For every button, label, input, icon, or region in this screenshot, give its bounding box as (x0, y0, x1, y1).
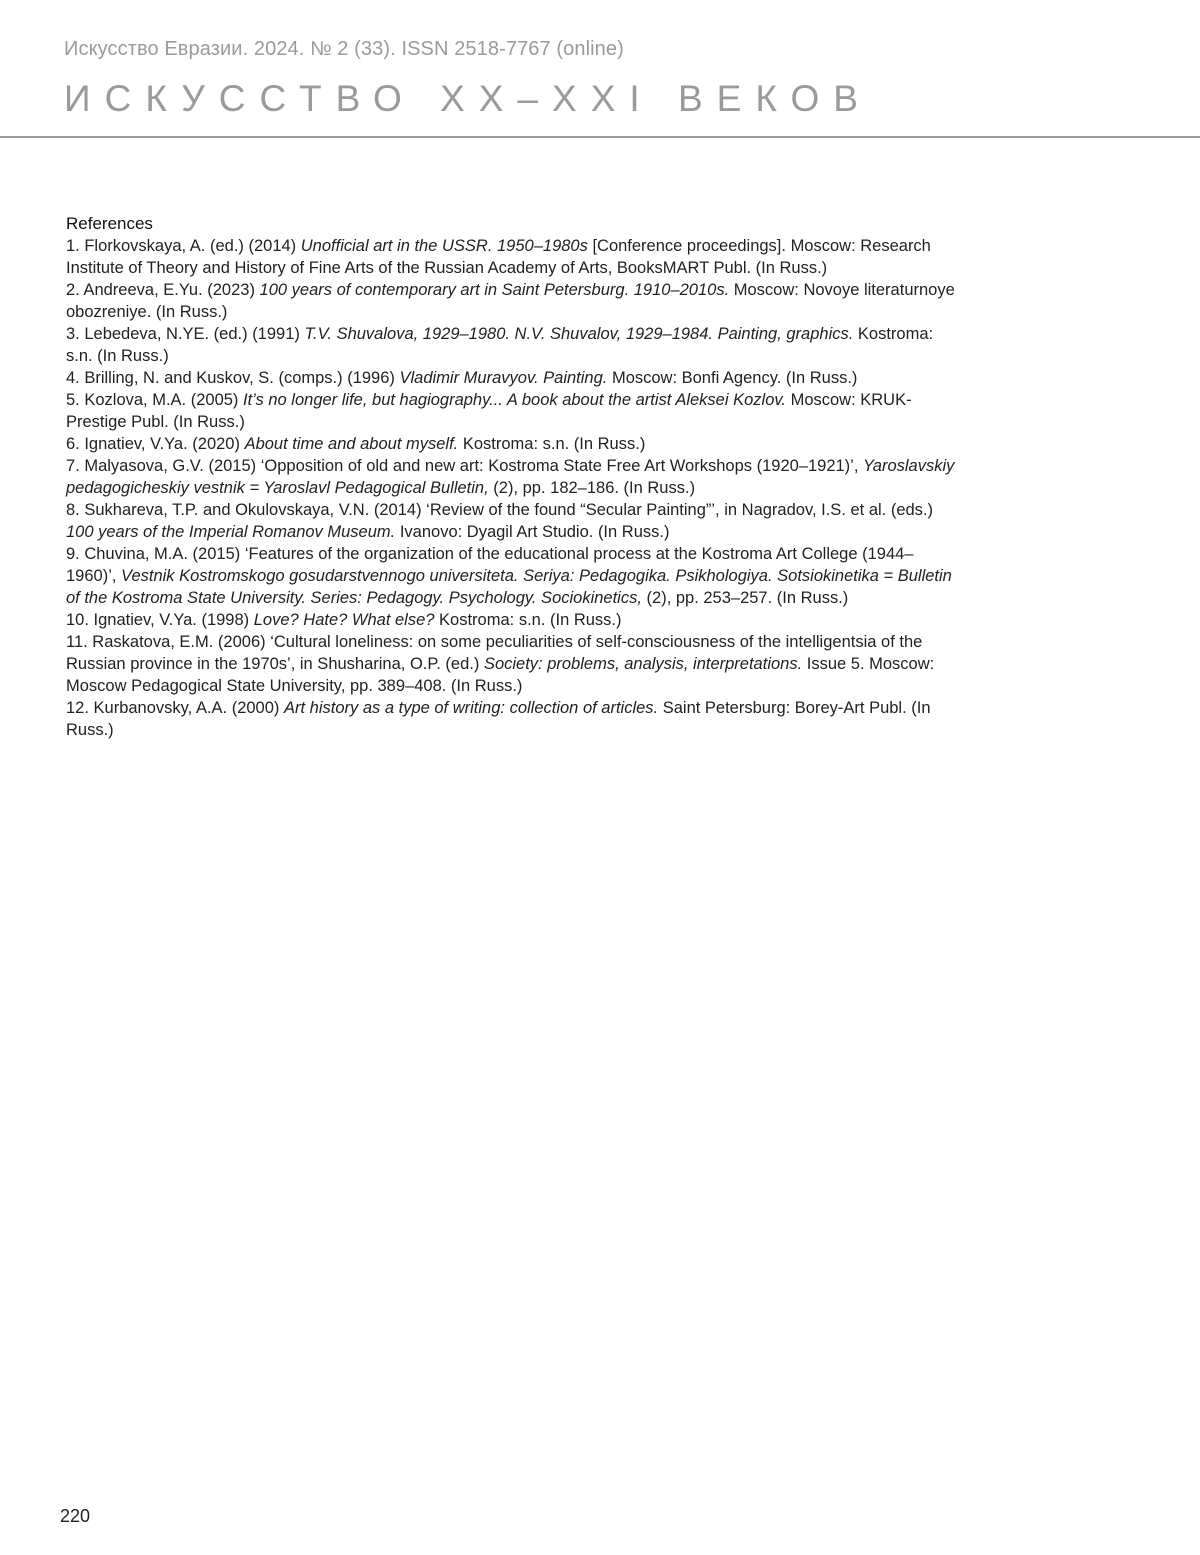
reference-text: 9. Chuvina, M.A. (2015) ‘Features of the organization of the educational process at the Kostroma Art College (1944–1960)’, (66, 545, 914, 585)
reference-text: Moscow: Novoye literaturnoye obozreniye. (In Russ.) (66, 281, 955, 321)
reference-text: 2. Andreeva, E.Yu. (2023) (66, 281, 260, 299)
reference-text: Kostroma: s.n. (In Russ.) (434, 611, 622, 629)
reference-title: Love? Hate? What else? (253, 611, 435, 629)
reference-item (66, 279, 956, 323)
reference-text: 5. Kozlova, M.A. (2005) (66, 391, 243, 409)
reference-title: Unofficial art in the USSR. 1950–1980s (300, 237, 588, 255)
references-section (66, 213, 956, 741)
reference-text: 1. Florkovskaya, A. (ed.) (2014) (66, 237, 301, 255)
reference-item (66, 697, 956, 741)
reference-title: Vestnik Kostromskogo gosudarstvennogo universiteta. Seriya: Pedagogika. Psikhologiya. Sotsiokinetika = Bulletin of the Kostroma State University. Series: Pedagogy. Psychology. Sociokinetics, (66, 567, 952, 607)
reference-text: Ivanovo: Dyagil Art Studio. (In Russ.) (395, 523, 670, 541)
reference-item (66, 367, 956, 389)
reference-text: Kostroma: s.n. (In Russ.) (66, 325, 934, 365)
reference-text: 4. Brilling, N. and Kuskov, S. (comps.) (1996) (66, 369, 400, 387)
reference-title: Society: problems, analysis, interpretations. (483, 655, 803, 673)
section-title: ИСКУССТВО XX–XXI ВЕКОВ (64, 78, 872, 119)
reference-text: [Conference proceedings]. Moscow: Research Institute of Theory and History of Fine Arts of the Russian Academy of Arts, BooksMART Publ. (In Russ.) (66, 237, 931, 277)
journal-citation-line: Искусство Евразии. 2024. № 2 (33). ISSN 2518-7767 (online) (64, 38, 624, 60)
reference-text: 10. Ignatiev, V.Ya. (1998) (66, 611, 254, 629)
references-list (66, 235, 956, 741)
reference-title: About time and about myself. (244, 435, 459, 453)
page-number: 220 (60, 1506, 91, 1526)
reference-text: 11. Raskatova, E.M. (2006) ‘Cultural loneliness: on some peculiarities of self-consciousness of the intelligentsia of the Russian province in the 1970s’, in Shusharina, O.P. (ed.) (66, 633, 923, 673)
reference-item (66, 455, 956, 499)
reference-item (66, 323, 956, 367)
header-divider (0, 136, 1200, 138)
reference-item (66, 609, 956, 631)
reference-item (66, 235, 956, 279)
reference-text: Moscow: KRUK-Prestige Publ. (In Russ.) (66, 391, 912, 431)
reference-title: It’s no longer life, but hagiography... A book about the artist Aleksei Kozlov. (243, 391, 786, 409)
reference-text: 3. Lebedeva, N.YE. (ed.) (1991) (66, 325, 305, 343)
reference-title: 100 years of contemporary art in Saint Petersburg. 1910–2010s. (259, 281, 730, 299)
reference-text: 6. Ignatiev, V.Ya. (2020) (66, 435, 245, 453)
reference-text: 12. Kurbanovsky, A.A. (2000) (66, 699, 284, 717)
reference-title: T.V. Shuvalova, 1929–1980. N.V. Shuvalov, 1929–1984. Painting, graphics. (304, 325, 854, 343)
reference-text: 7. Malyasova, G.V. (2015) ‘Opposition of old and new art: Kostroma State Free Art Workshops (1920–1921)’, (66, 457, 864, 475)
reference-title: Vladimir Muravyov. Painting. (399, 369, 608, 387)
reference-title: 100 years of the Imperial Romanov Museum. (66, 523, 396, 541)
reference-item (66, 389, 956, 433)
reference-text: (2), pp. 253–257. (In Russ.) (641, 589, 849, 607)
reference-item (66, 433, 956, 455)
reference-title: Yaroslavskiy pedagogicheskiy vestnik = Yaroslavl Pedagogical Bulletin, (66, 457, 955, 497)
reference-text: (2), pp. 182–186. (In Russ.) (488, 479, 696, 497)
references-heading: References (66, 214, 153, 233)
reference-item (66, 631, 956, 697)
reference-item (66, 543, 956, 609)
reference-title: Art history as a type of writing: collection of articles. (283, 699, 659, 717)
reference-text: Moscow: Bonfi Agency. (In Russ.) (607, 369, 858, 387)
reference-item (66, 499, 956, 543)
reference-text: Saint Petersburg: Borey-Art Publ. (In Russ.) (66, 699, 931, 739)
reference-text: Kostroma: s.n. (In Russ.) (458, 435, 646, 453)
reference-text: Issue 5. Moscow: Moscow Pedagogical State University, pp. 389–408. (In Russ.) (66, 655, 935, 695)
reference-text: 8. Sukhareva, T.P. and Okulovskaya, V.N. (2014) ‘Review of the found “Secular Painting”’, in Nagradov, I.S. et al. (eds.) (66, 501, 934, 519)
